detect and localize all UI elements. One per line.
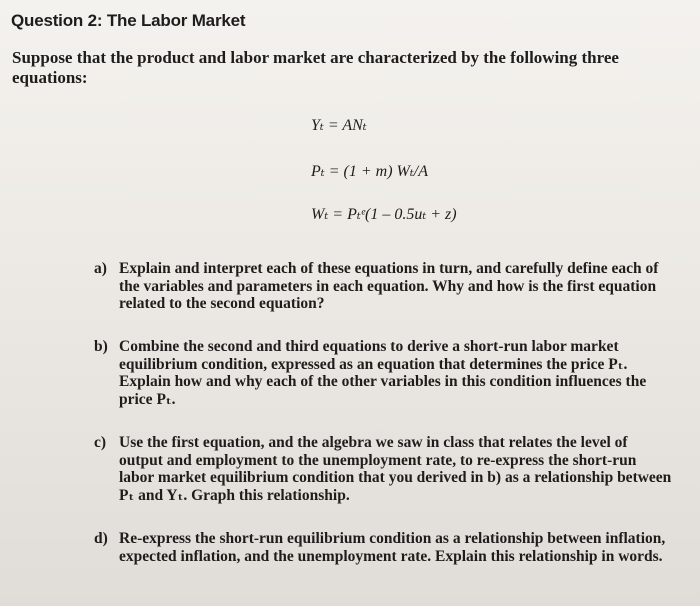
equation-1: Yₜ = ANₜ xyxy=(311,117,367,134)
question-a-label: a) xyxy=(94,260,107,277)
question-a-text: Explain and interpret each of these equations in turn, and carefully define each of the variables and parameters in each equation. Why and how is the first equation related to the second equation? xyxy=(119,260,659,312)
question-a xyxy=(94,260,674,313)
document-title: Question 2: The Labor Market xyxy=(11,11,246,30)
question-b xyxy=(94,338,674,408)
intro-paragraph: Suppose that the product and labor market are characterized by the following three equations: xyxy=(12,48,619,87)
equation-3: Wₜ = Pₜᵉ(1 – 0.5uₜ + z) xyxy=(311,206,457,223)
question-c-text: Use the first equation, and the algebra we saw in class that relates the level of output and employment to the unemployment rate, to re-express the short-run labor market equilibrium condition that you derived in b) as a relationship between Pₜ and Yₜ. Graph this relationship. xyxy=(119,434,672,504)
question-c-label: c) xyxy=(94,434,107,451)
equation-2: Pₜ = (1 + m) Wₜ/A xyxy=(311,163,429,180)
question-d-text: Re-express the short-run equilibrium condition as a relationship between inflation, expected inflation, and the unemployment rate. Explain this relationship in words. xyxy=(119,530,666,565)
question-d-label: d) xyxy=(94,530,108,547)
question-d xyxy=(94,530,674,565)
question-b-text: Combine the second and third equations to derive a short-run labor market equilibrium condition, expressed as an equation that determines the price Pₜ. Explain how and why each of the other variables in this condition influences the price Pₜ. xyxy=(119,338,647,408)
question-b-label: b) xyxy=(94,338,108,355)
question-c xyxy=(94,434,674,504)
